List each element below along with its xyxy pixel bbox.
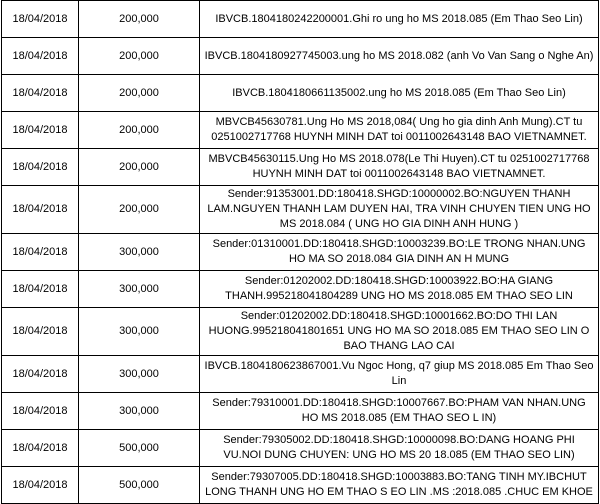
date-cell: 18/04/2018 xyxy=(2,271,79,308)
table-row xyxy=(2,393,599,430)
description-cell: IBVCB.1804180927745003.ung ho MS 2018.082 (anh Vo Van Sang o Nghe An) xyxy=(200,38,599,75)
date-cell: 18/04/2018 xyxy=(2,112,79,149)
table-row xyxy=(2,38,599,75)
table-row xyxy=(2,234,599,271)
table-row xyxy=(2,186,599,234)
date-cell: 18/04/2018 xyxy=(2,186,79,234)
date-cell: 18/04/2018 xyxy=(2,430,79,467)
table-row xyxy=(2,467,599,504)
date-cell: 18/04/2018 xyxy=(2,393,79,430)
description-cell: Sender:79310001.DD:180418.SHGD:10007667.BO:PHAM VAN NHAN.UNG HO MS 2018.085 (EM THAO SEO L IN) xyxy=(200,393,599,430)
amount-cell: 300,000 xyxy=(79,356,200,393)
amount-cell: 200,000 xyxy=(79,1,200,38)
date-cell: 18/04/2018 xyxy=(2,149,79,186)
table-row xyxy=(2,75,599,112)
description-cell: Sender:91353001.DD:180418.SHGD:10000002.BO:NGUYEN THANH LAM.NGUYEN THANH LAM DUYEN HAI, TRA VINH CHUYEN TIEN UNG HO MS 2018.084 ( UNG HO GIA DINH ANH HUNG ) xyxy=(200,186,599,234)
date-cell: 18/04/2018 xyxy=(2,467,79,504)
description-cell: Sender:01310001.DD:180418.SHGD:10003239.BO:LE TRONG NHAN.UNG HO MA SO 2018.084 GIA DINH AN H MUNG xyxy=(200,234,599,271)
description-cell: MBVCB45630115.Ung Ho MS 2018.078(Le Thi Huyen).CT tu 0251002717768 HUYNH MINH DAT toi 0011002643148 BAO VIETNAMNET. xyxy=(200,149,599,186)
amount-cell: 500,000 xyxy=(79,430,200,467)
amount-cell: 200,000 xyxy=(79,186,200,234)
date-cell: 18/04/2018 xyxy=(2,75,79,112)
description-cell: IBVCB.1804180242200001.Ghi ro ung ho MS 2018.085 (Em Thao Seo Lin) xyxy=(200,1,599,38)
date-cell: 18/04/2018 xyxy=(2,38,79,75)
description-cell: MBVCB45630781.Ung Ho MS 2018,084( Ung ho gia dinh Anh Mung).CT tu 0251002717768 HUYNH MINH DAT toi 0011002643148 BAO VIETNAMNET. xyxy=(200,112,599,149)
date-cell: 18/04/2018 xyxy=(2,1,79,38)
table-row xyxy=(2,430,599,467)
amount-cell: 300,000 xyxy=(79,308,200,356)
table-row xyxy=(2,112,599,149)
table-row xyxy=(2,1,599,38)
amount-cell: 200,000 xyxy=(79,112,200,149)
amount-cell: 200,000 xyxy=(79,75,200,112)
description-cell: IBVCB.1804180661135002.ung ho MS 2018.085 (Em Thao Seo Lin) xyxy=(200,75,599,112)
table-row xyxy=(2,149,599,186)
amount-cell: 300,000 xyxy=(79,393,200,430)
description-cell: Sender:01202002.DD:180418.SHGD:10001662.BO:DO THI LAN HUONG.995218041801651 UNG HO MA SO 2018.085 EM THAO SEO LIN O BAO THANG LAO CAI xyxy=(200,308,599,356)
date-cell: 18/04/2018 xyxy=(2,308,79,356)
description-cell: IBVCB.1804180623867001.Vu Ngoc Hong, q7 giup MS 2018.085 Em Thao Seo Lin xyxy=(200,356,599,393)
description-cell: Sender:01202002.DD:180418.SHGD:10003922.BO:HA GIANG THANH.995218041804289 UNG HO MS 2018.085 EM THAO SEO LIN xyxy=(200,271,599,308)
table-row xyxy=(2,356,599,393)
amount-cell: 300,000 xyxy=(79,271,200,308)
amount-cell: 300,000 xyxy=(79,234,200,271)
donation-ledger-table xyxy=(1,0,599,504)
description-cell: Sender:79307005.DD:180418.SHGD:10003883.BO:TANG TINH MY.IBCHUT LONG THANH UNG HO EM THAO S EO LIN .MS :2018.085 .CHUC EM KHOE xyxy=(200,467,599,504)
amount-cell: 200,000 xyxy=(79,149,200,186)
description-cell: Sender:79305002.DD:180418.SHGD:10000098.BO:DANG HOANG PHI VU.NOI DUNG CHUYEN: UNG HO MS 20 18.085 (EM THAO SEO LIN) xyxy=(200,430,599,467)
table-row xyxy=(2,308,599,356)
amount-cell: 200,000 xyxy=(79,38,200,75)
date-cell: 18/04/2018 xyxy=(2,234,79,271)
amount-cell: 500,000 xyxy=(79,467,200,504)
date-cell: 18/04/2018 xyxy=(2,356,79,393)
table-row xyxy=(2,271,599,308)
